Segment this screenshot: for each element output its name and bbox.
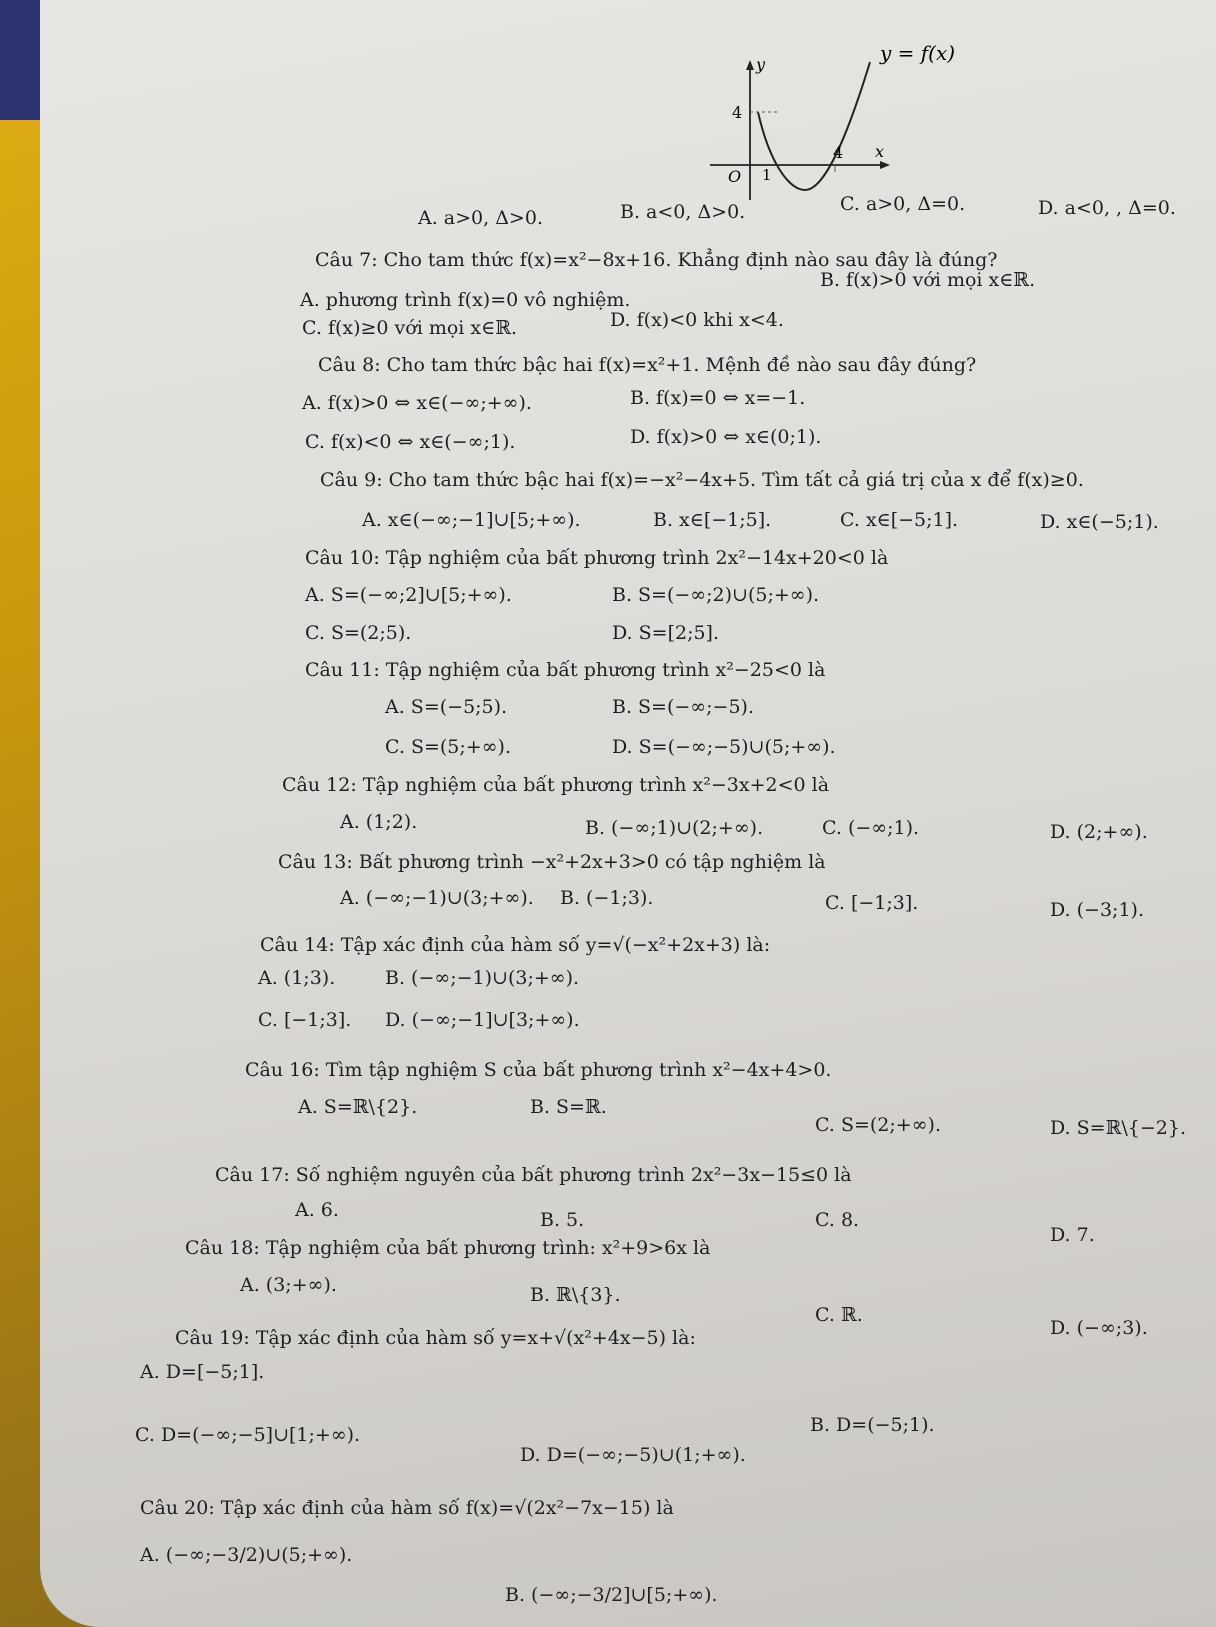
q19-option-d[interactable]: D. D=(−∞;−5)∪(1;+∞).: [520, 1444, 746, 1466]
q20-option-b[interactable]: B. (−∞;−3/2]∪[5;+∞).: [505, 1584, 718, 1606]
y-axis-label: y: [756, 55, 766, 74]
q9-option-d[interactable]: D. x∈(−5;1).: [1040, 511, 1159, 533]
q16-option-c[interactable]: C. S=(2;+∞).: [815, 1114, 941, 1136]
q18-option-a[interactable]: A. (3;+∞).: [240, 1274, 337, 1296]
q16-stem: Câu 16: Tìm tập nghiệm S của bất phương trình x²−4x+4>0.: [245, 1059, 832, 1081]
q8-option-c[interactable]: C. f(x)<0 ⇔ x∈(−∞;1).: [305, 431, 516, 453]
x-axis-label: x: [875, 142, 885, 161]
q18-stem: Câu 18: Tập nghiệm của bất phương trình: x²+9>6x là: [185, 1237, 711, 1259]
q6-option-a[interactable]: A. a>0, Δ>0.: [418, 207, 543, 229]
q14-option-a[interactable]: A. (1;3).: [258, 967, 336, 989]
parabola-graph: [670, 40, 970, 210]
q13-option-a[interactable]: A. (−∞;−1)∪(3;+∞).: [340, 887, 534, 909]
q12-option-b[interactable]: B. (−∞;1)∪(2;+∞).: [585, 817, 764, 839]
origin-label: O: [728, 167, 742, 186]
q11-stem: Câu 11: Tập nghiệm của bất phương trình x²−25<0 là: [305, 659, 826, 681]
q6-option-d[interactable]: D. a<0, , Δ=0.: [1038, 197, 1176, 219]
q10-stem: Câu 10: Tập nghiệm của bất phương trình 2x²−14x+20<0 là: [305, 547, 889, 569]
q7-option-b[interactable]: B. f(x)>0 với mọi x∈ℝ.: [820, 269, 1036, 291]
worksheet-page: [40, 0, 1216, 1627]
q9-option-a[interactable]: A. x∈(−∞;−1]∪[5;+∞).: [362, 509, 581, 531]
q8-option-d[interactable]: D. f(x)>0 ⇔ x∈(0;1).: [630, 426, 822, 448]
x-axis-arrow: [880, 161, 890, 169]
q10-option-a[interactable]: A. S=(−∞;2]∪[5;+∞).: [305, 584, 512, 606]
q9-option-c[interactable]: C. x∈[−5;1].: [840, 509, 959, 531]
q17-option-d[interactable]: D. 7.: [1050, 1224, 1095, 1246]
q11-option-b[interactable]: B. S=(−∞;−5).: [612, 696, 754, 718]
q18-option-b[interactable]: B. ℝ\{3}.: [530, 1284, 621, 1306]
q14-option-d[interactable]: D. (−∞;−1]∪[3;+∞).: [385, 1009, 580, 1031]
q19-option-a[interactable]: A. D=[−5;1].: [140, 1361, 265, 1383]
q7-option-d[interactable]: D. f(x)<0 khi x<4.: [610, 309, 784, 331]
q17-option-a[interactable]: A. 6.: [295, 1199, 339, 1221]
q10-option-b[interactable]: B. S=(−∞;2)∪(5;+∞).: [612, 584, 820, 606]
q20-stem: Câu 20: Tập xác định của hàm số f(x)=√(2x²−7x−15) là: [140, 1497, 674, 1519]
q14-option-b[interactable]: B. (−∞;−1)∪(3;+∞).: [385, 967, 580, 989]
curve-label: y = f(x): [880, 41, 956, 65]
tick-label-x1: 1: [762, 166, 772, 184]
q12-option-a[interactable]: A. (1;2).: [340, 811, 418, 833]
q10-option-c[interactable]: C. S=(2;5).: [305, 622, 412, 644]
q6-option-b[interactable]: B. a<0, Δ>0.: [620, 201, 746, 223]
q14-stem: Câu 14: Tập xác định của hàm số y=√(−x²+2x+3) là:: [260, 934, 771, 956]
q12-option-d[interactable]: D. (2;+∞).: [1050, 821, 1148, 843]
q16-option-d[interactable]: D. S=ℝ\{−2}.: [1050, 1117, 1186, 1139]
q17-option-b[interactable]: B. 5.: [540, 1209, 585, 1231]
q11-option-d[interactable]: D. S=(−∞;−5)∪(5;+∞).: [612, 736, 836, 758]
y-axis-arrow: [746, 60, 754, 70]
q8-option-a[interactable]: A. f(x)>0 ⇔ x∈(−∞;+∞).: [302, 392, 532, 414]
q9-option-b[interactable]: B. x∈[−1;5].: [653, 509, 772, 531]
q9-stem: Câu 9: Cho tam thức bậc hai f(x)=−x²−4x+5. Tìm tất cả giá trị của x để f(x)≥0.: [320, 469, 1084, 491]
q7-option-c[interactable]: C. f(x)≥0 với mọi x∈ℝ.: [302, 317, 518, 339]
q12-option-c[interactable]: C. (−∞;1).: [822, 817, 920, 839]
q13-stem: Câu 13: Bất phương trình −x²+2x+3>0 có tập nghiệm là: [278, 851, 826, 873]
q11-option-a[interactable]: A. S=(−5;5).: [385, 696, 508, 718]
tick-label-y4: 4: [732, 103, 743, 122]
q17-stem: Câu 17: Số nghiệm nguyên của bất phương trình 2x²−3x−15≤0 là: [215, 1164, 852, 1186]
q19-option-b[interactable]: B. D=(−5;1).: [810, 1414, 935, 1436]
q20-option-a[interactable]: A. (−∞;−3/2)∪(5;+∞).: [140, 1544, 353, 1566]
q18-option-d[interactable]: D. (−∞;3).: [1050, 1317, 1148, 1339]
q19-option-c[interactable]: C. D=(−∞;−5]∪[1;+∞).: [135, 1424, 361, 1446]
parabola-curve: [758, 62, 870, 190]
q19-stem: Câu 19: Tập xác định của hàm số y=x+√(x²+4x−5) là:: [175, 1327, 696, 1349]
tick-label-x4: 4: [833, 143, 844, 162]
q10-option-d[interactable]: D. S=[2;5].: [612, 622, 720, 644]
q16-option-b[interactable]: B. S=ℝ.: [530, 1096, 607, 1118]
q17-option-c[interactable]: C. 8.: [815, 1209, 860, 1231]
q7-option-a[interactable]: A. phương trình f(x)=0 vô nghiệm.: [300, 289, 631, 311]
q13-option-b[interactable]: B. (−1;3).: [560, 887, 654, 909]
q7-stem: Câu 7: Cho tam thức f(x)=x²−8x+16. Khẳng định nào sau đây là đúng?: [315, 249, 998, 271]
q13-option-c[interactable]: C. [−1;3].: [825, 892, 919, 914]
q8-option-b[interactable]: B. f(x)=0 ⇔ x=−1.: [630, 387, 806, 409]
q14-option-c[interactable]: C. [−1;3].: [258, 1009, 352, 1031]
q16-option-a[interactable]: A. S=ℝ\{2}.: [298, 1096, 418, 1118]
q13-option-d[interactable]: D. (−3;1).: [1050, 899, 1144, 921]
q6-option-c[interactable]: C. a>0, Δ=0.: [840, 193, 966, 215]
q11-option-c[interactable]: C. S=(5;+∞).: [385, 736, 511, 758]
q12-stem: Câu 12: Tập nghiệm của bất phương trình x²−3x+2<0 là: [282, 774, 830, 796]
q8-stem: Câu 8: Cho tam thức bậc hai f(x)=x²+1. Mệnh đề nào sau đây đúng?: [318, 354, 977, 376]
q18-option-c[interactable]: C. ℝ.: [815, 1304, 863, 1326]
